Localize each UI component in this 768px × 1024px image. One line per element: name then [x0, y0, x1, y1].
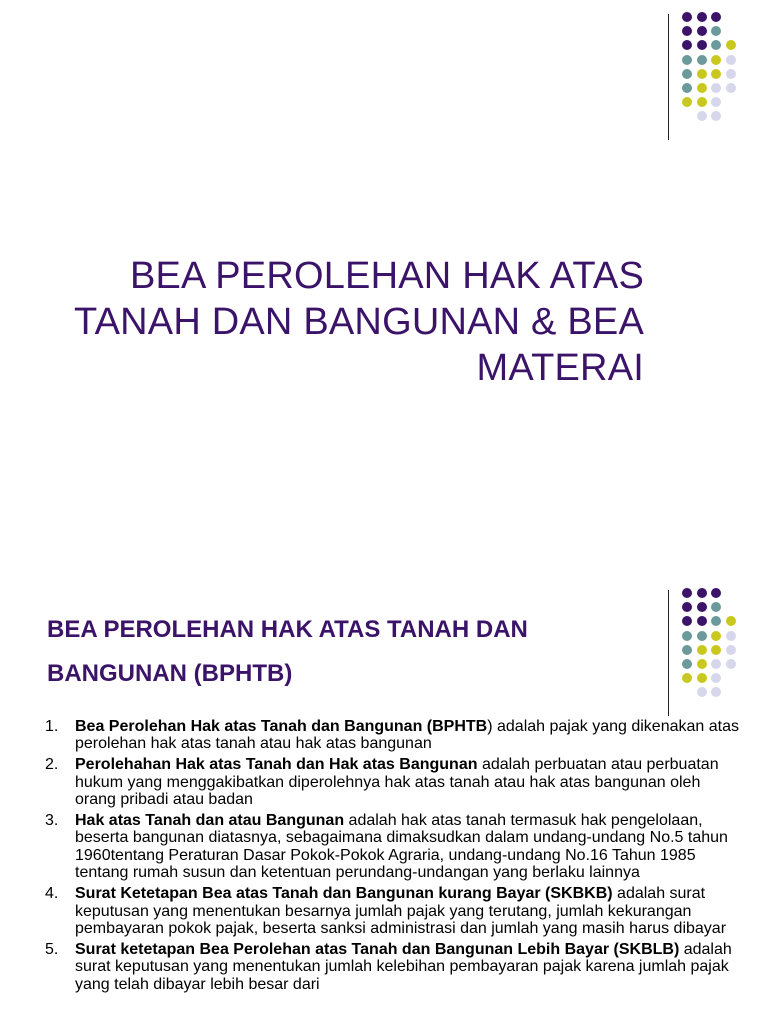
item-number: 2. — [45, 756, 59, 774]
decorative-dot — [682, 40, 692, 50]
decorative-dot — [682, 645, 692, 655]
decorative-dot — [711, 97, 721, 107]
decorative-dot — [682, 55, 692, 65]
decorative-dot — [682, 83, 692, 93]
presentation-title — [0, 253, 644, 391]
decorative-dot — [711, 631, 721, 641]
decorative-dot — [697, 687, 707, 697]
decorative-dot — [682, 631, 692, 641]
decorative-dot — [682, 69, 692, 79]
decorative-dot — [711, 673, 721, 683]
decorative-dot — [697, 602, 707, 612]
decorative-dot — [697, 673, 707, 683]
decorative-dot — [726, 631, 736, 641]
decorative-dot — [711, 616, 721, 626]
decorative-dot — [711, 645, 721, 655]
title-line-1: BEA PEROLEHAN HAK ATAS — [129, 255, 644, 297]
decorative-dot — [711, 55, 721, 65]
item-definition: ) adalah pajak yang dikenakan atas perolehan hak atas tanah atau hak atas bangunan — [75, 718, 739, 753]
decorative-dot — [682, 673, 692, 683]
decorative-dot — [711, 26, 721, 36]
decorative-dot — [697, 26, 707, 36]
decorative-dot — [697, 616, 707, 626]
item-definition: adalah surat keputusan yang menentukan jumlah kelebihan pembayaran pajak karena jumlah pajak yang telah dibayar lebih besar dari — [75, 940, 732, 993]
decorative-dot-grid — [682, 588, 762, 700]
item-term: Surat ketetapan Bea Perolehan atas Tanah dan Bangunan Lebih Bayar (SKBLB) — [75, 940, 680, 958]
decorative-dot — [697, 631, 707, 641]
decorative-dot — [711, 687, 721, 697]
decorative-dot — [711, 111, 721, 121]
decorative-dot — [682, 26, 692, 36]
decorative-vertical-line — [668, 590, 669, 716]
decorative-dot — [697, 111, 707, 121]
decorative-dot — [726, 55, 736, 65]
decorative-dot — [682, 97, 692, 107]
content-slide — [0, 576, 768, 1024]
decorative-dot — [711, 659, 721, 669]
item-definition: adalah perbuatan atau perbuatan hukum yang menggakibatkan diperolehnya hak atas tanah atau hak atas bangunan oleh orang pribadi atau badan — [75, 756, 719, 809]
item-number: 5. — [45, 940, 59, 958]
decorative-vertical-line — [668, 14, 669, 140]
heading-line-1: BEA PEROLEHAN HAK ATAS TANAH DAN — [47, 616, 528, 643]
item-term: Bea Perolehan Hak atas Tanah dan Bangunan (BPHTB — [75, 718, 488, 735]
decorative-dot — [697, 12, 707, 22]
decorative-dot — [711, 69, 721, 79]
decorative-dot — [697, 645, 707, 655]
decorative-dot — [726, 645, 736, 655]
item-number: 4. — [45, 885, 59, 903]
decorative-dot — [697, 83, 707, 93]
decorative-dot — [682, 659, 692, 669]
decorative-dot — [711, 40, 721, 50]
decorative-dot — [697, 659, 707, 669]
item-number: 3. — [45, 812, 59, 830]
decorative-dot — [726, 83, 736, 93]
item-term: Perolehahan Hak atas Tanah dan Hak atas Bangunan — [75, 756, 478, 774]
list-item — [0, 885, 740, 937]
title-line-2: TANAH DAN BANGUNAN & BEA — [74, 301, 644, 343]
decorative-dot-grid — [682, 12, 762, 124]
list-item — [0, 812, 740, 882]
title-line-3: MATERAI — [476, 347, 644, 389]
item-definition: adalah hak atas tanah termasuk hak pengelolaan, beserta bangunan diatasnya, sebagaimana dimaksudkan dalam undang-undang No.5 tahun 1960tentang Peraturan Dasar Pokok-Pokok Agraria, undang-undang No.16 Tahun 1985 tentang rumah susun dan ketentuan perundang-undangan yang berlaku lainnya — [75, 812, 728, 882]
item-number: 1. — [45, 718, 59, 735]
definition-list — [0, 718, 740, 997]
decorative-dot — [711, 588, 721, 598]
decorative-dot — [697, 588, 707, 598]
decorative-dot — [726, 616, 736, 626]
decorative-dot — [711, 12, 721, 22]
item-term: Surat Ketetapan Bea atas Tanah dan Bangunan kurang Bayar (SKBKB) — [75, 885, 613, 903]
decorative-dot — [726, 69, 736, 79]
item-definition: adalah surat keputusan yang menentukan besarnya jumlah pajak yang terutang, jumlah kekurangan pembayaran pokok pajak, beserta sanksi administrasi dan jumlah yang masih harus dibayar — [75, 885, 727, 937]
decorative-dot — [682, 602, 692, 612]
decorative-dot — [697, 40, 707, 50]
decorative-dot — [711, 602, 721, 612]
item-term: Hak atas Tanah dan atau Bangunan — [75, 812, 345, 830]
heading-line-2: BANGUNAN (BPHTB) — [47, 660, 293, 687]
decorative-dot — [682, 12, 692, 22]
list-item — [0, 718, 740, 753]
decorative-dot — [682, 588, 692, 598]
decorative-dot — [726, 659, 736, 669]
section-heading — [47, 608, 647, 696]
list-item — [0, 756, 740, 808]
decorative-dot — [697, 55, 707, 65]
decorative-dot — [682, 616, 692, 626]
decorative-dot — [697, 97, 707, 107]
decorative-dot — [726, 40, 736, 50]
decorative-dot — [697, 69, 707, 79]
list-item — [0, 941, 740, 993]
decorative-dot — [711, 83, 721, 93]
